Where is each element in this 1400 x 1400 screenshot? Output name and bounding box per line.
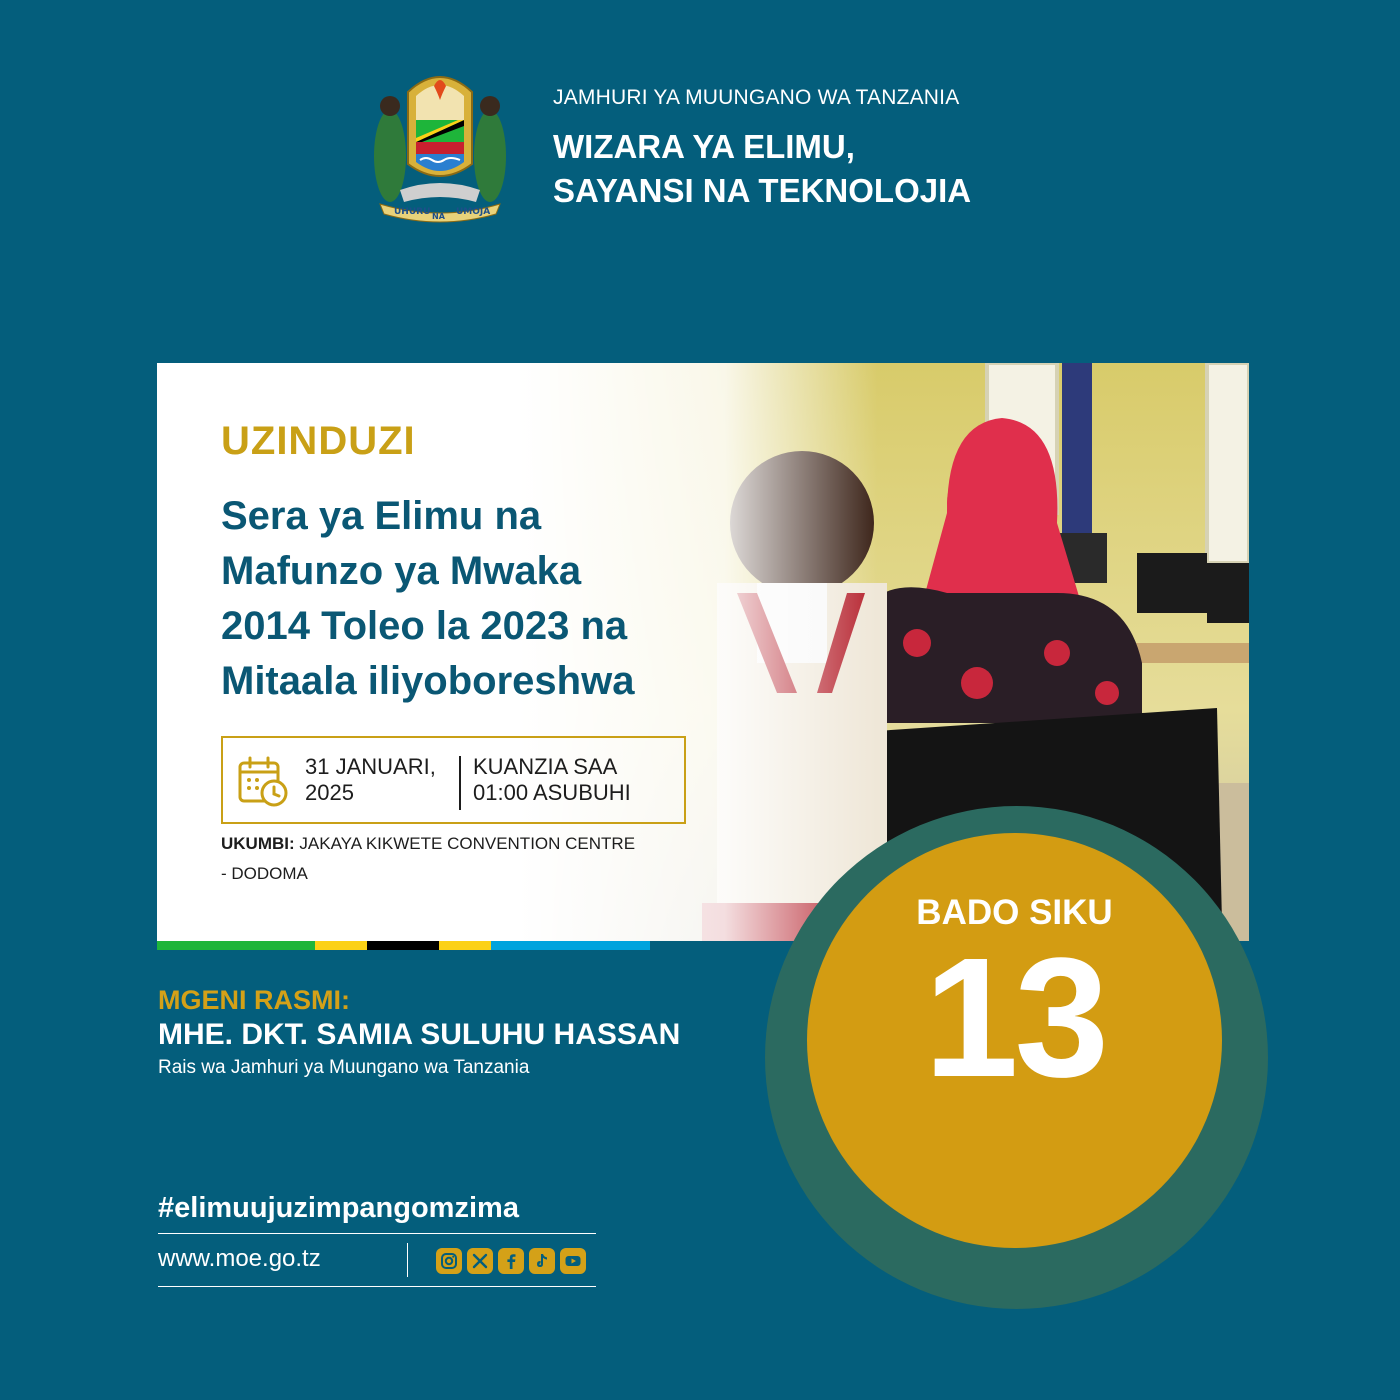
tiktok-icon[interactable] [529, 1248, 555, 1274]
website-link[interactable]: www.moe.go.tz [158, 1245, 321, 1272]
motto-mid: NA [432, 212, 445, 221]
subtitle-line-3: 2014 Toleo la 2023 na [221, 604, 628, 648]
motto-right: UMOJA [456, 207, 491, 217]
footer-rule-top [158, 1233, 596, 1234]
date-line-2: 2025 [305, 780, 354, 805]
guest-role: Rais wa Jamhuri ya Muungano wa Tanzania [158, 1057, 530, 1078]
country-name: JAMHURI YA MUUNGANO WA TANZANIA [553, 86, 960, 109]
event-time [473, 754, 631, 806]
ministry-line-1: WIZARA YA ELIMU, [553, 128, 855, 165]
guest-label: MGENI RASMI: [158, 985, 350, 1015]
date-line-1: 31 JANUARI, [305, 754, 436, 779]
event-subtitle [221, 489, 781, 709]
ministry-line-2: SAYANSI NA TEKNOLOJIA [553, 172, 972, 209]
hashtag: #elimuujuzimpangomzima [158, 1192, 519, 1224]
ministry-name [553, 125, 971, 213]
flag-color-stripe [157, 941, 650, 950]
venue-city: - DODOMA [221, 864, 308, 883]
date-time-box [221, 736, 686, 824]
stripe-black [367, 941, 439, 950]
countdown-days: 13 [923, 923, 1106, 1113]
subtitle-line-1: Sera ya Elimu na [221, 494, 542, 538]
venue-name: JAKAYA KIKWETE CONVENTION CENTRE [299, 834, 636, 853]
stripe-blue [491, 941, 650, 950]
date-divider [459, 756, 461, 810]
motto-left: UHURU [394, 207, 431, 217]
facebook-icon[interactable] [498, 1248, 524, 1274]
calendar-clock-icon [237, 756, 289, 808]
time-line-2: 01:00 ASUBUHI [473, 780, 631, 805]
coat-of-arms-logo [360, 64, 520, 224]
x-icon[interactable] [467, 1248, 493, 1274]
event-title: UZINDUZI [221, 419, 416, 463]
subtitle-line-2: Mafunzo ya Mwaka [221, 549, 582, 593]
footer-rule-bottom [158, 1286, 596, 1287]
countdown-label: BADO SIKU [916, 893, 1113, 932]
event-venue [221, 829, 691, 889]
instagram-icon[interactable] [436, 1248, 462, 1274]
stripe-yellow-1 [315, 941, 367, 950]
event-date [305, 754, 436, 806]
time-line-1: KUANZIA SAA [473, 754, 618, 779]
stripe-green [157, 941, 315, 950]
stripe-yellow-2 [439, 941, 491, 950]
social-icons [436, 1248, 586, 1274]
footer-divider [407, 1243, 408, 1277]
guest-name: MHE. DKT. SAMIA SULUHU HASSAN [158, 1018, 681, 1051]
youtube-icon[interactable] [560, 1248, 586, 1274]
subtitle-line-4: Mitaala iliyoboreshwa [221, 659, 635, 703]
venue-label: UKUMBI: [221, 834, 295, 853]
